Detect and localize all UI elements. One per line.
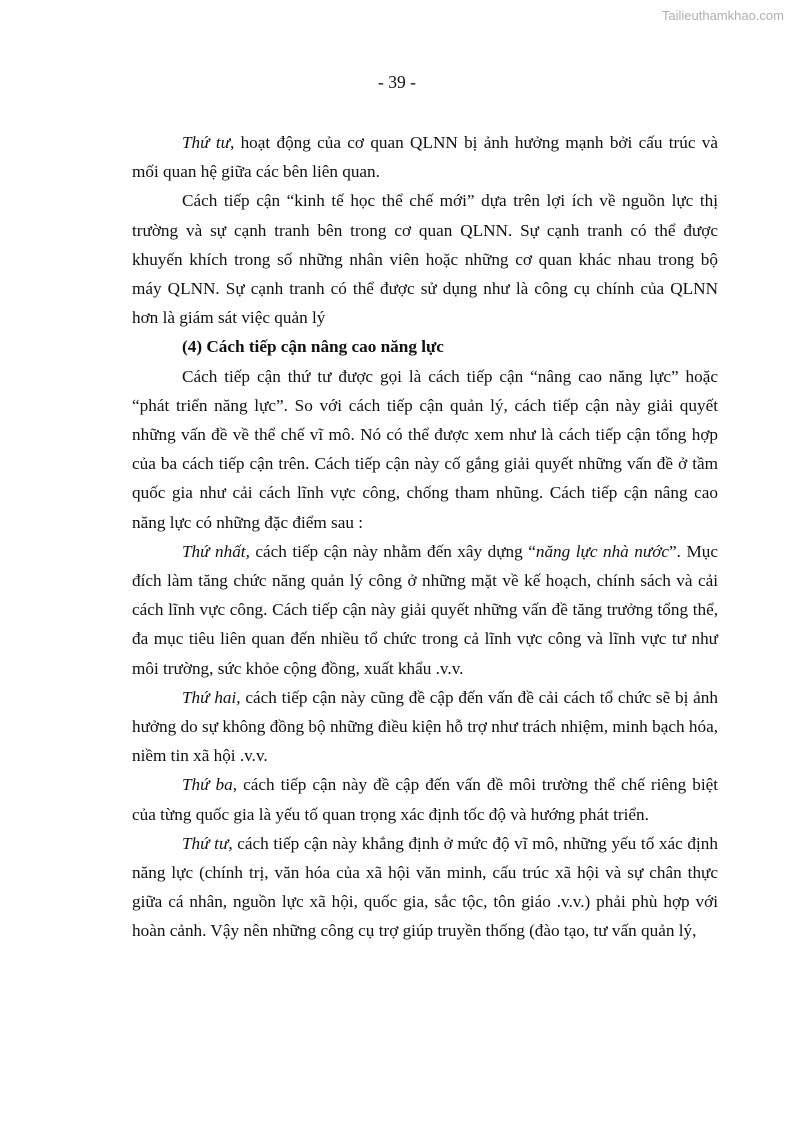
watermark: Tailieuthamkhao.com xyxy=(661,8,784,23)
heading-text: (4) Cách tiếp cận nâng cao năng lực xyxy=(182,337,444,357)
paragraph-text: cách tiếp cận này cũng đề cập đến vấn đề cải cách tổ chức sẽ bị ảnh hưởng do sự không đồng bộ những điều kiện hỗ trợ như trách nhiệm, minh bạch hóa, niềm tin xã hội .v.v. xyxy=(132,687,718,766)
paragraph-text-continued: ”. Mục đích làm tăng chức năng quản lý công ở những mặt về kế hoạch, chính sách và cải cách lĩnh vực công. Cách tiếp cận này giải quyết những vấn đề tăng trưởng tổng thể, đa mục tiêu liên quan đến nhiều tổ chức trong cả lĩnh vực công và lĩnh vực tư như môi trường, sức khỏe cộng đồng, xuất khẩu .v.v. xyxy=(132,541,718,678)
paragraph-lead: Thứ tư, xyxy=(182,133,235,152)
paragraph-thu-ba xyxy=(132,770,718,828)
paragraph-text: hoạt động của cơ quan QLNN bị ảnh hưởng mạnh bởi cấu trúc và mối quan hệ giữa các bên liên quan. xyxy=(132,133,718,182)
page-number: - 39 - xyxy=(378,72,416,92)
document-body xyxy=(132,128,718,946)
paragraph-text: cách tiếp cận này đề cập đến vấn đề môi trường thể chế riêng biệt của từng quốc gia là yếu tố quan trọng xác định tốc độ và hướng phát triển. xyxy=(132,775,718,824)
paragraph-text: cách tiếp cận này khẳng định ở mức độ vĩ mô, những yếu tố xác định năng lực (chính trị, văn hóa của xã hội văn minh, cấu trúc xã hội và sự chân thực giữa cá nhân, nguồn lực xã hội, quốc gia, sắc tộc, tôn giáo .v.v.) phải phù hợp với hoàn cảnh. Vậy nên những công cụ trợ giúp truyền thống (đào tạo, tư vấn quản lý, xyxy=(132,833,718,941)
paragraph-text: cách tiếp cận này nhằm đến xây dựng “ xyxy=(249,541,536,561)
paragraph-institutional-economics xyxy=(132,186,718,332)
paragraph-lead: Thứ ba, xyxy=(182,775,238,795)
paragraph-thu-nhat xyxy=(132,537,718,683)
paragraph-lead: Thứ nhất, xyxy=(182,541,250,561)
paragraph-capacity-approach xyxy=(132,362,718,537)
section-heading xyxy=(132,332,718,361)
paragraph-emphasis: năng lực nhà nước xyxy=(535,541,670,561)
paragraph-thu-tu-1 xyxy=(132,128,718,186)
paragraph-text: Cách tiếp cận thứ tư được gọi là cách tiếp cận “nâng cao năng lực” hoặc “phát triển năng lực”. So với cách tiếp cận quản lý, cách tiếp cận này giải quyết những vấn đề về thể chế vĩ mô. Nó có thể được xem như là cách tiếp cận tổng hợp của ba cách tiếp cận trên. Cách tiếp cận này cố gắng giải quyết những vấn đề ở tầm quốc gia như cải cách lĩnh vực công, chống tham nhũng. Cách tiếp cận nâng cao năng lực có những đặc điểm sau : xyxy=(132,366,718,532)
paragraph-thu-tu-2 xyxy=(132,829,718,946)
paragraph-thu-hai xyxy=(132,683,718,771)
paragraph-lead: Thứ hai, xyxy=(182,687,241,707)
paragraph-lead: Thứ tư, xyxy=(182,833,233,853)
paragraph-text: Cách tiếp cận “kinh tế học thể chế mới” dựa trên lợi ích về nguồn lực thị trường và sự cạnh tranh bên trong cơ quan QLNN. Sự cạnh tranh có thể được khuyến khích trong số những nhân viên hoặc những cơ quan khác nhau trong bộ máy QLNN. Sự cạnh tranh có thể được sử dụng như là công cụ chính của QLNN hơn là giám sát việc quản lý xyxy=(132,191,718,328)
